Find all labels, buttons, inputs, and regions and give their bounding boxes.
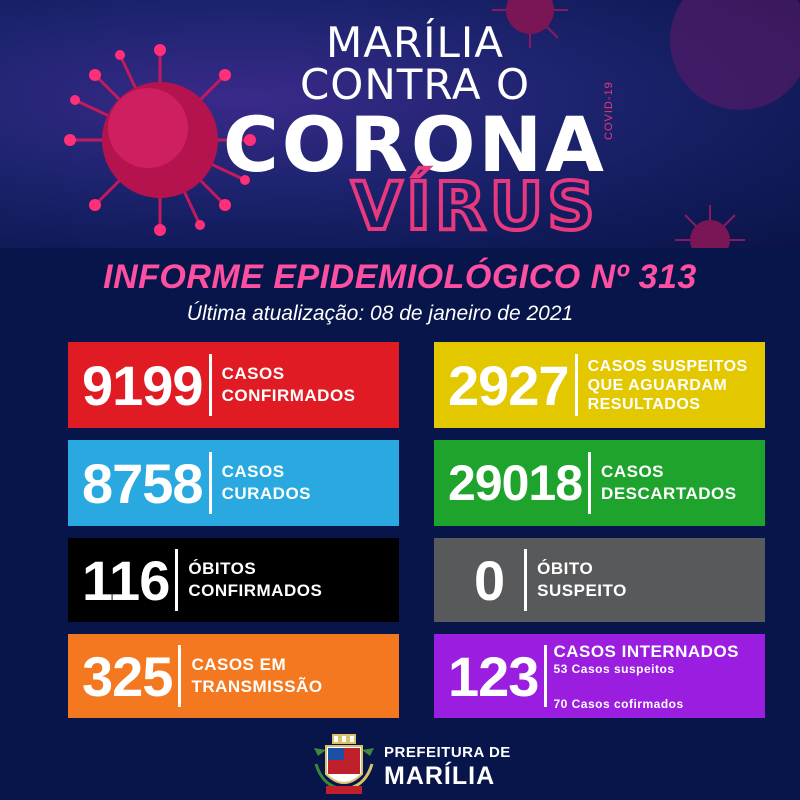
card-label: CASOS CURADOS <box>221 462 312 503</box>
card-value: 123 <box>448 644 539 708</box>
card-casos-transmissao <box>68 634 399 718</box>
card-obitos-confirmados <box>68 538 399 622</box>
card-casos-descartados <box>434 440 765 526</box>
card-label: CASOS INTERNADOS <box>553 642 740 661</box>
card-divider <box>175 549 178 611</box>
card-divider <box>209 452 212 514</box>
card-obito-suspeito <box>434 538 765 622</box>
card-divider <box>575 354 578 416</box>
banner-title-line4: VÍRUS <box>351 168 599 245</box>
card-label: CASOS DESCARTADOS <box>601 462 737 503</box>
card-divider <box>178 645 181 707</box>
card-divider <box>209 354 212 416</box>
card-casos-curados <box>68 440 399 526</box>
card-label: CASOS EM TRANSMISSÃO <box>191 655 323 696</box>
card-value: 116 <box>82 548 170 612</box>
prefeitura-line2: MARÍLIA <box>384 762 496 790</box>
card-divider <box>588 452 591 514</box>
city-crest-icon <box>312 734 376 798</box>
banner-title-line2: CONTRA O <box>299 60 531 109</box>
card-label: ÓBITO SUSPEITO <box>537 559 627 600</box>
footer <box>0 728 800 800</box>
header-banner <box>0 0 800 248</box>
card-casos-confirmados <box>68 342 399 428</box>
card-casos-suspeitos <box>434 342 765 428</box>
card-value: 29018 <box>448 455 583 511</box>
informe-title: INFORME EPIDEMIOLÓGICO Nº 313 <box>103 258 697 296</box>
card-value: 325 <box>82 644 173 708</box>
card-value: 9199 <box>82 353 203 417</box>
banner-title-line1: MARÍLIA <box>325 18 505 67</box>
card-value: 8758 <box>82 451 203 515</box>
card-label-group <box>553 619 739 733</box>
banner-title-line3: CORONA <box>223 100 607 189</box>
card-label: CASOS CONFIRMADOS <box>221 364 356 405</box>
card-sub-confirmados: 70 Casos cofirmados <box>553 697 684 711</box>
card-divider <box>524 549 527 611</box>
card-casos-internados <box>434 634 765 718</box>
card-sub-suspeitos: 53 Casos suspeitos <box>553 662 675 676</box>
covid-tag: COVID-19 <box>603 81 615 140</box>
card-label: CASOS SUSPEITOS QUE AGUARDAM RESULTADOS <box>587 357 748 413</box>
prefeitura-line1: PREFEITURA DE <box>384 744 511 761</box>
card-divider <box>544 645 547 707</box>
card-label: ÓBITOS CONFIRMADOS <box>188 559 323 600</box>
card-value: 0 <box>474 548 505 612</box>
card-value: 2927 <box>448 353 569 417</box>
last-updated: Última atualização: 08 de janeiro de 2021 <box>186 302 574 325</box>
